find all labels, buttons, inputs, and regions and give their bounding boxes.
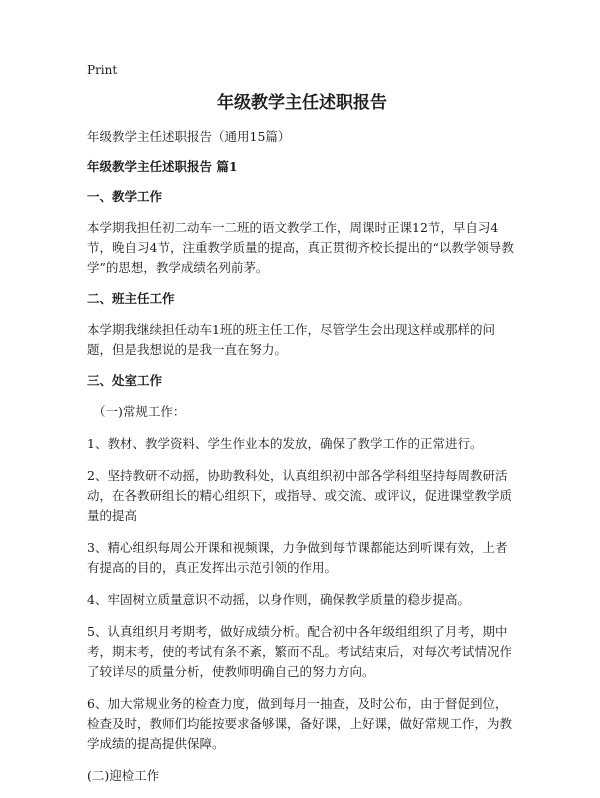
- section-heading-class-teacher: 二、班主任工作: [87, 291, 175, 306]
- paragraph-inspection-heading: (二)迎检工作: [87, 768, 160, 783]
- document-subtitle: 年级教学主任述职报告（通用15篇）: [87, 129, 291, 144]
- paragraph-routine-heading: （一)常规工作：: [93, 404, 186, 419]
- paragraph-item-2: 2、坚持教研不动摇，协助教科处，认真组织初中部各学科组坚持每周教研活动，在各教研组长的精心组织下，或指导、或交流、或评议，促进课堂教学质量的提高: [87, 468, 513, 523]
- article-heading: 年级教学主任述职报告 篇1: [87, 159, 238, 174]
- paragraph-item-1: 1、教材、教学资料、学生作业本的发放，确保了教学工作的正常进行。: [87, 436, 483, 451]
- document-page: [87, 62, 517, 798]
- paragraph-class-teacher: 本学期我继续担任动车1班的班主任工作，尽管学生会出现这样或那样的问题，但是我想说的是我一直在努力。: [87, 322, 495, 357]
- section-heading-teaching: 一、教学工作: [87, 189, 163, 204]
- paragraph-item-3: 3、精心组织每周公开课和视频课，力争做到每节课都能达到听课有效，上者有提高的目的，真正发挥出示范引领的作用。: [87, 540, 508, 575]
- section-heading-office: 三、处室工作: [87, 373, 163, 388]
- paragraph-item-6: 6、加大常规业务的检查力度，做到每月一抽查，及时公布，由于督促到位，检查及时，教师们均能按要求备够课，备好课，上好课，做好常规工作，为教学成绩的提高提供保障。: [87, 696, 513, 751]
- print-label[interactable]: Print: [87, 63, 118, 77]
- paragraph-teaching: 本学期我担任初二动车一二班的语文教学工作，周课时正课12节，早自习4节，晚自习4节，注重教学质量的提高，真正贯彻齐校长提出的“以教学领导教学”的思想，教学成绩名列前茅。: [87, 220, 514, 275]
- document-title: 年级教学主任述职报告: [217, 93, 387, 113]
- paragraph-item-5: 5、认真组织月考期考，做好成绩分析。配合初中各年级组组织了月考，期中考，期末考，使的考试有条不紊，繁而不乱。考试结束后，对每次考试情况作了较详尽的质量分析，使教师明确自己的努力方向。: [87, 624, 513, 679]
- paragraph-item-4: 4、牢固树立质量意识不动摇，以身作则，确保教学质量的稳步提高。: [87, 592, 470, 607]
